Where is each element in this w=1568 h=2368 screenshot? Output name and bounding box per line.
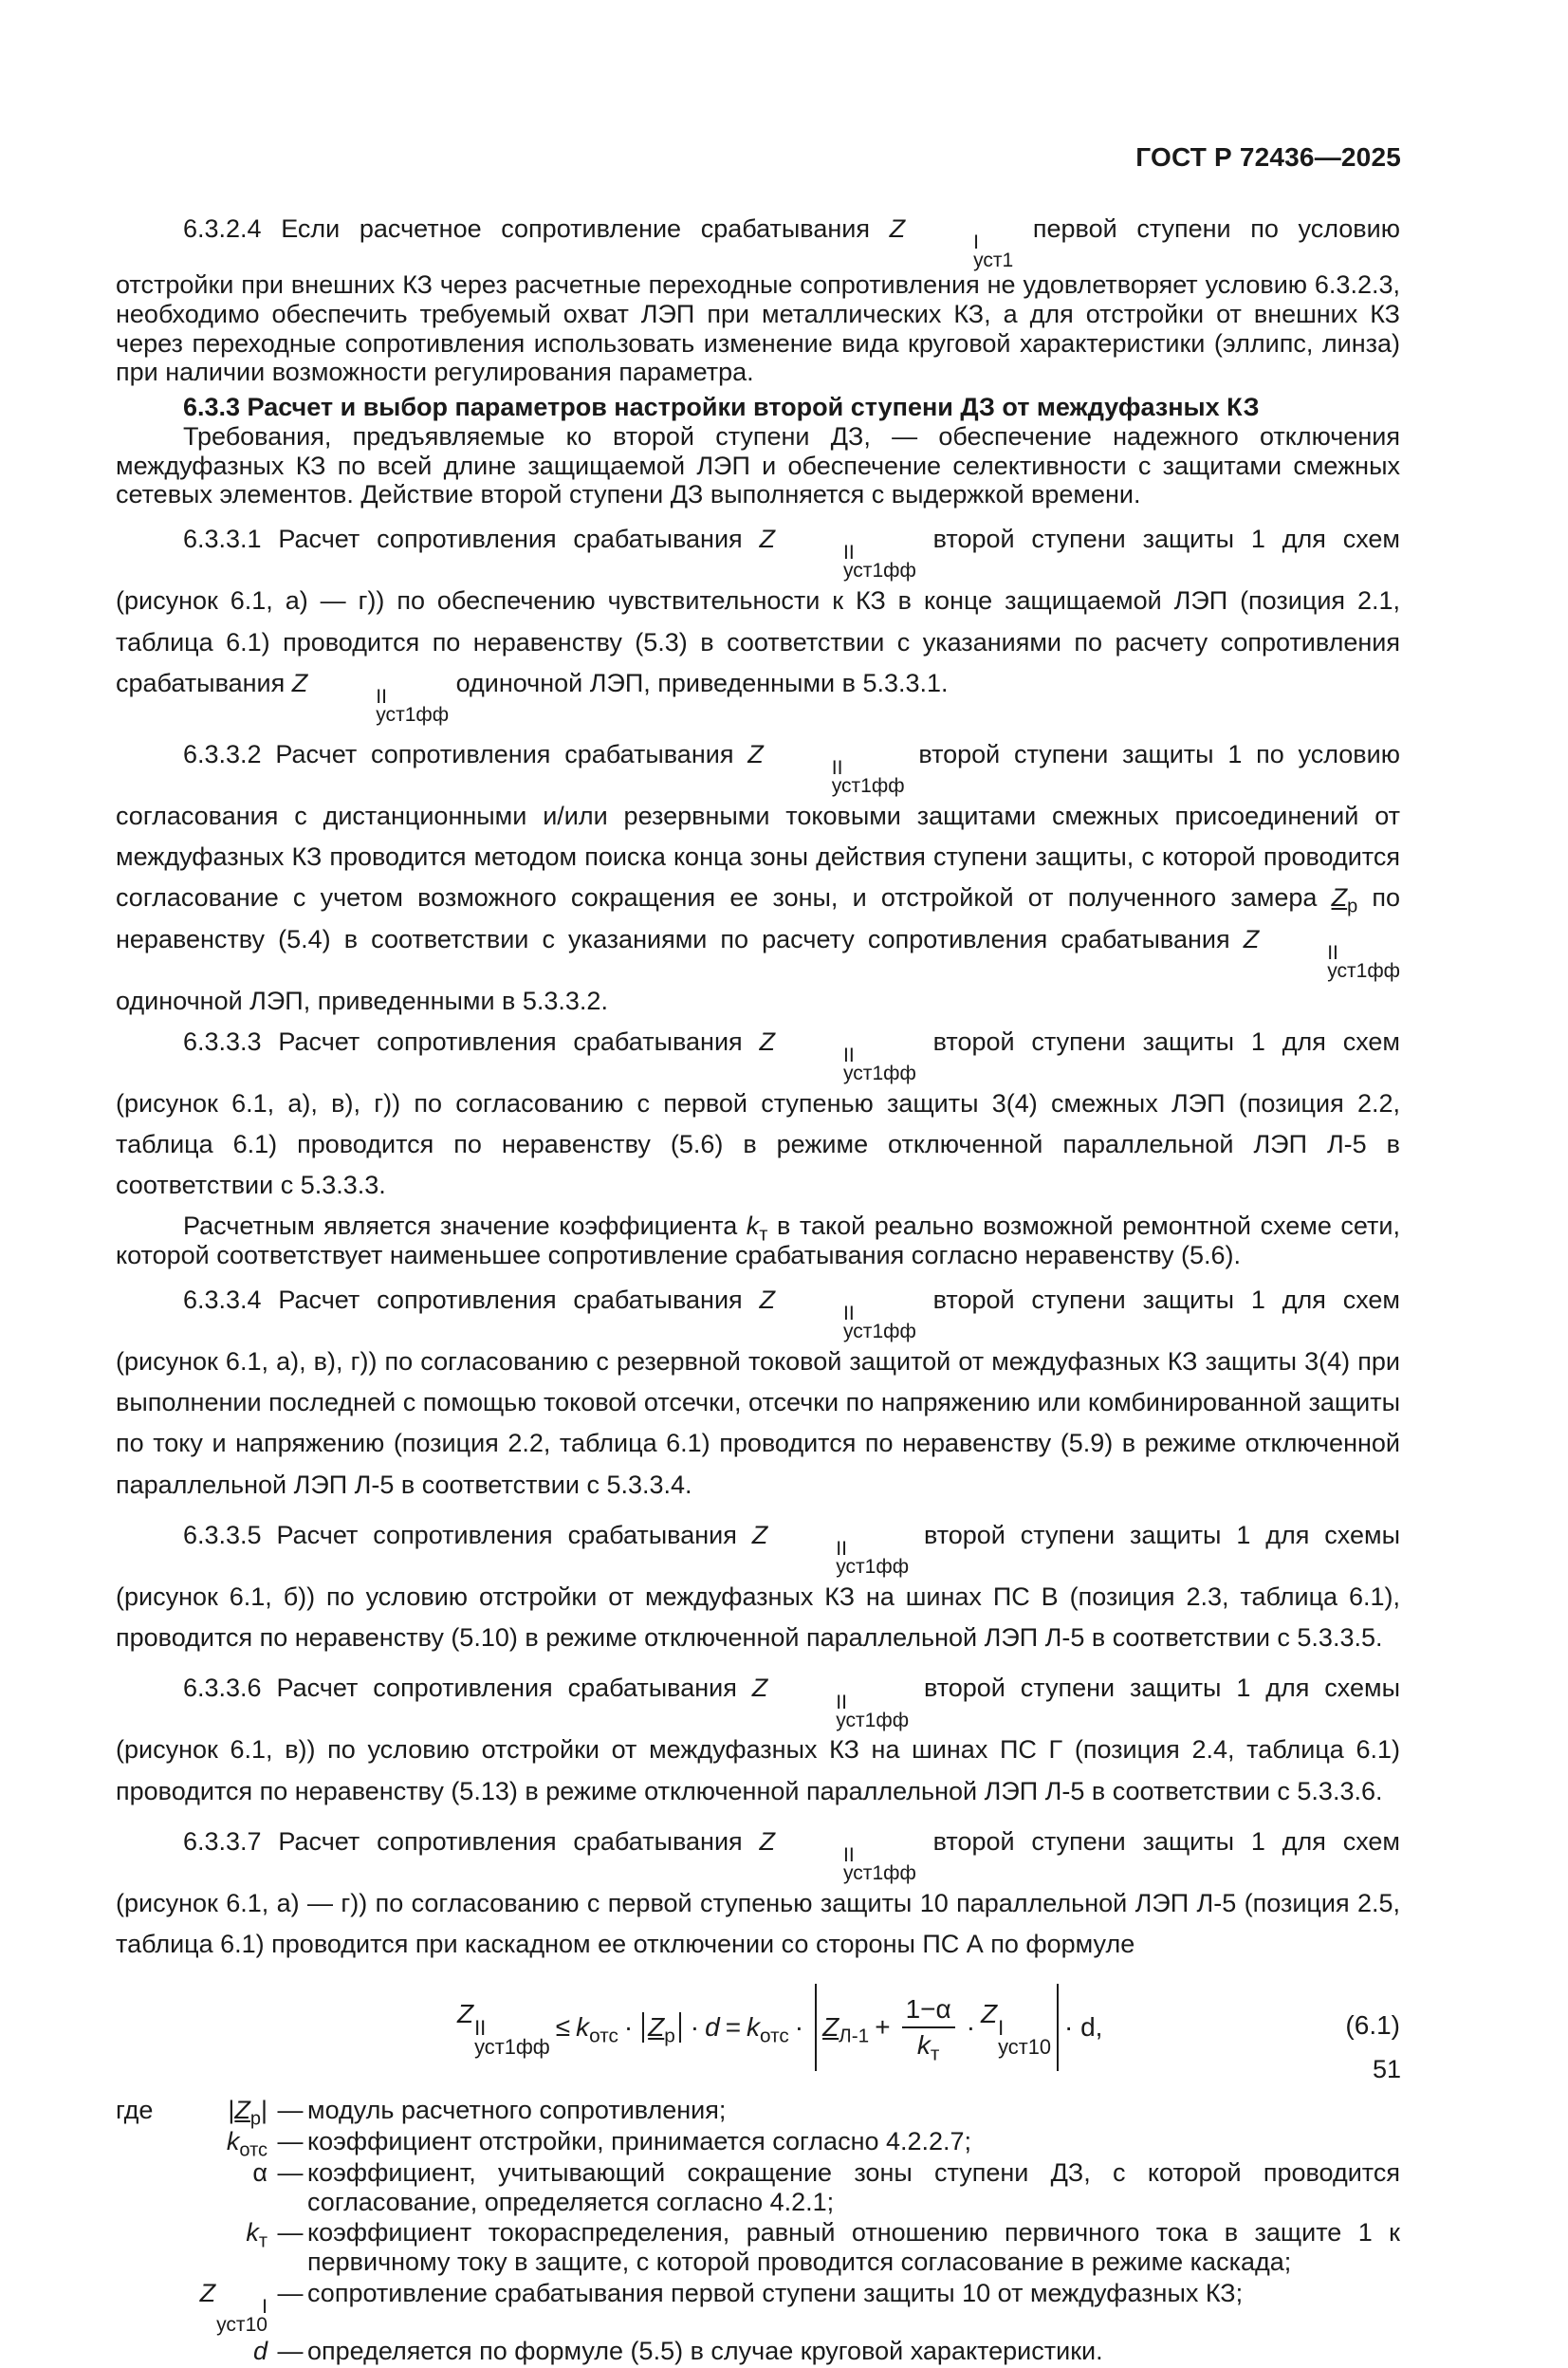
legend-text: коэффициент токораспределения, равный отношению первичного тока в защите 1 к первичному току в защите, с которой проводится согласование в режиме каскада; — [307, 2218, 1400, 2277]
legend-where: где — [116, 2096, 154, 2125]
page-number: 51 — [1372, 2055, 1401, 2083]
text: 6.3.3.6 Расчет сопротивления срабатывания — [183, 1674, 737, 1703]
legend-item-alpha — [116, 2158, 1400, 2217]
text: второй ступени защиты 1 для схемы (рисунок 6.1, б)) по условию отстройки от междуфазных КЗ на шинах ПС В (позиция 2.3, таблица 6.1), проводится по неравенству (5.10) в режиме отключенной параллельной ЛЭП Л-5 в соответствии с 5.3.3.5. — [116, 1520, 1400, 1653]
legend-dash: — — [277, 2278, 304, 2307]
symbol-k-t: $k_т$ — [746, 1212, 768, 1246]
legend-symbol: Z I уст10 — [199, 2278, 267, 2337]
legend-dash: — — [277, 2337, 304, 2366]
text: второй ступени защиты 1 для схем (рисунок 6.1, а), в), г)) по согласованию с первой ступенью защиты 3(4) смежных ЛЭП (позиция 2.2, таблица 6.1) проводится по неравенству (5.6) в режиме отключенной параллельной ЛЭП Л-5 в соответствии с 5.3.3.3. — [116, 1027, 1400, 1200]
formula-dot: · — [794, 2012, 804, 2043]
symbol-z-ust1ff: Z II уст1фф — [747, 739, 905, 797]
formula-k-ots: $k_{отс}$ — [747, 2012, 789, 2047]
legend-dash: — — [277, 2218, 304, 2248]
text: 6.3.3.7 Расчет сопротивления срабатывания — [183, 1826, 743, 1856]
symbol-z-ust1ff: Z II уст1фф — [1243, 924, 1400, 982]
text: одиночной ЛЭП, приведенными в 5.3.3.2. — [116, 986, 608, 1015]
formula-dot: · — [623, 2012, 634, 2043]
paragraph-6-3-2-4 — [116, 214, 1400, 387]
text: по неравенству (5.4) в соответствии с указаниями по расчету сопротивления срабатывания — [116, 883, 1400, 953]
legend-symbol: $|Z_р|$ — [228, 2096, 267, 2130]
section-heading-6-3-3: 6.3.3 Расчет и выбор параметров настройки второй ступени ДЗ от междуфазных КЗ — [183, 393, 1260, 422]
fraction-denominator: $k_т$ — [916, 2030, 940, 2065]
symbol-z-ust1ff: Z II уст1фф — [751, 1520, 910, 1579]
formula-z-ust1ff: Z II уст1фф — [457, 1999, 550, 2059]
formula-abs-bracket — [815, 1984, 1059, 2071]
legend-item-kt — [116, 2218, 1400, 2277]
text: второй ступени защиты 1 по условию согласования с дистанционными и/или резервными токовыми защитами смежных присоединений от междуфазных КЗ проводится методом поиска конца зоны действия ступени защиты, с которой проводится согласование с учетом возможного сокращения ее зоны, и отстройкой от полученного замера — [116, 739, 1400, 913]
symbol-z-ust1ff: Z II уст1фф — [291, 668, 450, 726]
formula-d: d — [705, 2012, 720, 2043]
text: второй ступени защиты 1 для схем (рисунок 6.1, а), в), г)) по согласованию с резервной токовой защитой от междуфазных КЗ защиты 3(4) при выполнении последней с помощью токовой отсечки, отсечки по напряжению или комбинированной защиты по току и напряжению (позиция 2.2, таблица 6.1) проводится по неравенству (5.9) в режиме отключенной параллельной ЛЭП Л-5 в соответствии с 5.3.3.4. — [116, 1286, 1400, 1499]
paragraph-6-3-3-6 — [116, 1668, 1400, 1811]
legend-symbol: d — [252, 2337, 267, 2366]
text: одиночной ЛЭП, приведенными в 5.3.3.1. — [455, 668, 949, 697]
symbol-z-ust1ff: Z II уст1фф — [759, 525, 916, 583]
legend-item-d — [116, 2337, 1400, 2366]
formula-z-l1: $Z_{Л-1}$ — [822, 2012, 870, 2047]
legend-text: коэффициент отстройки, принимается согласно 4.2.2.7; — [307, 2127, 972, 2156]
text: в такой реально возможной ремонтной схеме сети, которой соответствует наименьшее сопротивление срабатывания согласно неравенству (5.6). — [116, 1212, 1400, 1270]
formula-z-ust10: Z I уст10 — [981, 1999, 1051, 2059]
formula-dot: · — [690, 2012, 700, 2043]
legend-symbol: $k_{отс}$ — [226, 2127, 267, 2161]
legend-item-kots — [116, 2127, 1400, 2161]
formula-fraction — [902, 1994, 955, 2065]
formula-expression — [457, 1984, 1102, 2071]
paragraph-6-3-3-1 — [116, 519, 1400, 725]
legend-text: коэффициент, учитывающий сокращение зоны ступени ДЗ, с которой проводится согласование, определяется согласно 4.2.1; — [307, 2157, 1400, 2216]
paragraph-6-3-3-4 — [116, 1280, 1400, 1506]
formula-le: ≤ — [555, 2012, 571, 2043]
text: 6.3.3.2 Расчет сопротивления срабатывания — [183, 739, 734, 768]
paragraph-6-3-3-7 — [116, 1822, 1400, 1965]
symbol-z-ust1ff: Z II уст1фф — [759, 1286, 916, 1343]
legend-item-z10 — [116, 2279, 1400, 2335]
text: Расчетным является значение коэффициента — [183, 1212, 738, 1241]
text: первой ступени по условию отстройки при внешних КЗ через расчетные переходные сопротивления не удовлетворяет условию 6.3.2.3, необходимо обеспечить требуемый охват ЛЭП при металлических КЗ, а для отстройки от внешних КЗ через переходные сопротивления использовать изменение вида круговой характеристики (эллипс, линза) при наличии возможности регулирования параметра. — [116, 214, 1400, 387]
fraction-numerator: 1−α — [902, 1994, 955, 2028]
formula-legend — [116, 2096, 1400, 2365]
paragraph-6-3-3-intro: Требования, предъявляемые ко второй ступени ДЗ, — обеспечение надежного отключения междуфазных КЗ по всей длине защищаемой ЛЭП и обеспечение селективности с защитами смежных сетевых элементов. Действие второй ступени ДЗ выполняется с выдержкой времени. — [116, 421, 1400, 509]
legend-dash: — — [277, 2127, 304, 2156]
text: 6.3.3.1 Расчет сопротивления срабатывания — [183, 525, 743, 554]
legend-text: сопротивление срабатывания первой ступени защиты 10 от междуфазных КЗ; — [307, 2278, 1244, 2307]
legend-text: определяется по формуле (5.5) в случае круговой характеристики. — [307, 2337, 1103, 2366]
standard-header: ГОСТ Р 72436—2025 — [1135, 142, 1401, 172]
formula-abs-zp: $Z_р$ — [642, 2012, 681, 2043]
paragraph-6-3-3-3 — [116, 1022, 1400, 1207]
symbol-z-ust1ff: Z II уст1фф — [751, 1674, 910, 1731]
formula-tail: · d, — [1064, 2012, 1103, 2043]
text: 6.3.3.4 Расчет сопротивления срабатывания — [183, 1286, 743, 1314]
formula-dot: · — [966, 2012, 976, 2043]
text: второй ступени защиты 1 для схемы (рисунок 6.1, в)) по условию отстройки от междуфазных КЗ на шинах ПС Г (позиция 2.4, таблица 6.1) проводится по неравенству (5.13) в режиме отключенной параллельной ЛЭП Л-5 в соответствии с 5.3.3.6. — [116, 1674, 1400, 1805]
formula-plus: + — [875, 2012, 891, 2043]
page-content — [116, 214, 1400, 2368]
legend-dash: — — [277, 2157, 304, 2187]
paragraph-6-3-3-2 — [116, 734, 1400, 1022]
paragraph-6-3-3-5 — [116, 1515, 1400, 1658]
symbol-z-ust1: Z I уст1 — [889, 214, 1014, 272]
paragraph-kt — [116, 1212, 1400, 1270]
symbol-z-ust1ff: Z II уст1фф — [759, 1826, 916, 1884]
formula-6-1 — [116, 1976, 1400, 2082]
legend-dash: — — [277, 2096, 304, 2125]
equation-number: (6.1) — [1345, 2010, 1400, 2041]
formula-eq: = — [725, 2012, 742, 2043]
text: 6.3.2.4 Если расчетное сопротивление срабатывания — [183, 214, 870, 243]
legend-symbol: $k_т$ — [246, 2218, 267, 2252]
symbol-z-p: $Z_р$ — [1331, 883, 1358, 917]
legend-symbol: α — [252, 2157, 267, 2187]
text: второй ступени защиты 1 для схем (рисунок 6.1, а) — г)) по согласованию с первой ступенью защиты 10 параллельной ЛЭП Л-5 (позиция 2.5, таблица 6.1) проводится при каскадном ее отключении со стороны ПС А по формуле — [116, 1826, 1400, 1959]
text: второй ступени защиты 1 для схем (рисунок 6.1, а) — г)) по обеспечению чувствительности к КЗ в конце защищаемой ЛЭП (позиция 2.1, таблица 6.1) проводится по неравенству (5.3) в соответствии с указаниями по расчету сопротивления срабатывания — [116, 525, 1400, 697]
legend-text: модуль расчетного сопротивления; — [307, 2096, 727, 2125]
formula-k-ots: $k_{отс}$ — [576, 2012, 618, 2047]
legend-item-zp — [116, 2096, 1400, 2130]
symbol-z-ust1ff: Z II уст1фф — [759, 1027, 916, 1084]
text: 6.3.3.5 Расчет сопротивления срабатывания — [183, 1520, 737, 1549]
text: 6.3.3.3 Расчет сопротивления срабатывания — [183, 1027, 743, 1056]
